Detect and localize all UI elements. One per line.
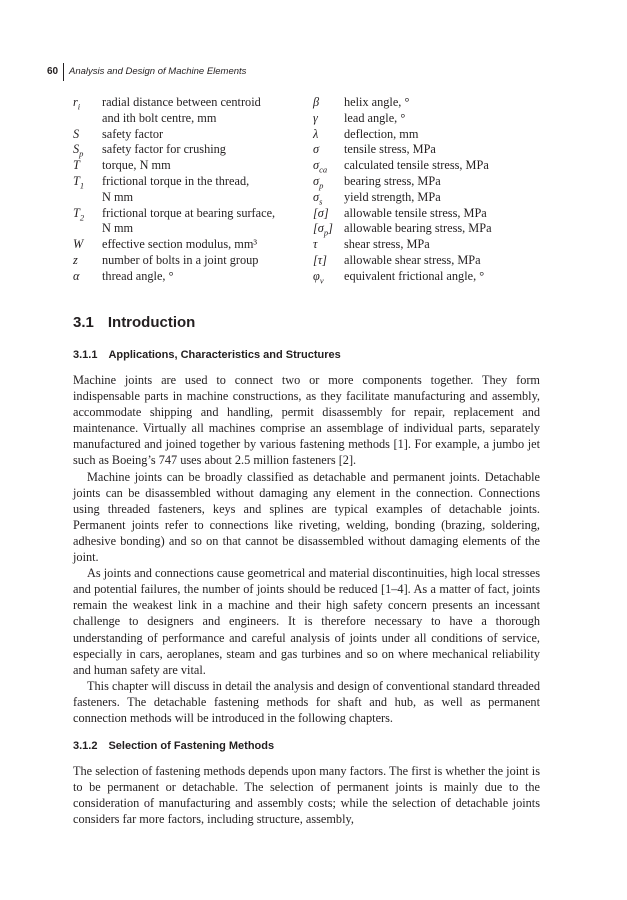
symbol-base: β <box>313 95 320 109</box>
nomenclature-symbol <box>313 269 339 289</box>
subsection-1-body <box>73 372 540 726</box>
symbol-base: γ <box>313 110 318 125</box>
section-heading <box>73 314 195 331</box>
nomenclature-row <box>73 95 313 127</box>
nomenclature-row <box>313 269 563 285</box>
nomenclature-symbol <box>313 142 339 158</box>
nomenclature-symbol <box>73 206 99 226</box>
symbol-base: λ <box>313 126 319 141</box>
nomenclature-description <box>344 253 563 269</box>
nomenclature-description <box>102 127 313 143</box>
symbol-base: z <box>73 252 78 267</box>
symbol-subscript: 1 <box>79 180 85 191</box>
nomenclature-right-column <box>313 95 563 285</box>
description-line: lead angle, ° <box>344 110 406 125</box>
nomenclature-row <box>73 158 313 174</box>
nomenclature-row <box>313 127 563 143</box>
symbol-base: S <box>73 126 80 141</box>
nomenclature-row <box>73 206 313 238</box>
nomenclature-row <box>313 206 563 222</box>
subsection-number: 3.1.1 <box>73 349 98 361</box>
subsection-heading-1 <box>73 349 341 361</box>
nomenclature-description <box>102 269 313 285</box>
symbol-base: T <box>73 205 80 220</box>
description-line: safety factor <box>102 126 164 141</box>
symbol-base: φ <box>313 268 320 283</box>
paragraph: The selection of fastening methods depends upon many factors. The first is whether the joint is to be permanent or detachable. The selection of permanent joints is mainly due to the consideration of manufacturing and assembly costs; while the selection of detachable joints considers far more factors, including structure, assembly, <box>73 764 540 827</box>
description-line: bearing stress, MPa <box>344 173 441 188</box>
description-line: allowable bearing stress, MPa <box>344 221 492 236</box>
symbol-base: W <box>73 237 84 252</box>
description-line: radial distance between centroid <box>102 95 261 109</box>
subsection-title: Applications, Characteristics and Structures <box>108 349 341 361</box>
nomenclature-symbol <box>73 158 99 174</box>
nomenclature-row <box>73 174 313 206</box>
nomenclature-row <box>313 142 563 158</box>
description-line: frictional torque in the thread, <box>102 173 250 188</box>
nomenclature-symbol <box>73 127 99 143</box>
symbol-subscript: i <box>77 101 81 112</box>
symbol-base: T <box>73 173 80 188</box>
description-line: thread angle, ° <box>102 268 174 283</box>
description-line: number of bolts in a joint group <box>102 252 259 267</box>
symbol-subscript: p <box>319 180 324 191</box>
symbol-subscript: 2 <box>79 212 85 223</box>
nomenclature-row <box>313 158 563 174</box>
symbol-base: τ <box>313 237 318 252</box>
running-header <box>0 64 627 84</box>
description-line: allowable tensile stress, MPa <box>344 205 487 220</box>
description-line: shear stress, MPa <box>344 237 430 252</box>
nomenclature-symbol <box>73 174 99 194</box>
symbol-base: [τ] <box>313 252 327 267</box>
nomenclature-symbol <box>313 206 339 222</box>
symbol-subscript: v <box>319 275 324 286</box>
description-line: safety factor for crushing <box>102 142 226 157</box>
nomenclature-description <box>344 269 563 285</box>
nomenclature-description <box>344 142 563 158</box>
section-title: Introduction <box>107 314 196 331</box>
nomenclature-symbol <box>313 111 339 127</box>
nomenclature-symbol <box>73 253 99 269</box>
description-line: frictional torque at bearing surface, <box>102 205 276 220</box>
running-title: Analysis and Design of Machine Elements <box>69 66 247 77</box>
description-line: N mm <box>102 189 134 204</box>
nomenclature-row <box>73 142 313 158</box>
symbol-base: σ <box>313 158 320 173</box>
paragraph: As joints and connections cause geometrical and material discontinuities, high local stresses and potential failures, the number of joints should be reduced [1–4]. As a matter of fact, joints remain the weakest link in a machine and their high safety concern presents an incessant challenge to designers and engineers. It is therefore necessary to have a thorough understanding of performance and careful analysis of joints under all conditions of service, especially in cars, aeroplanes, steam and gas turbines and so on where mechanical reliability and human safety are vital. <box>73 566 540 677</box>
nomenclature-description <box>344 221 563 237</box>
nomenclature-symbol <box>73 269 99 285</box>
description-line: deflection, mm <box>344 126 419 141</box>
subsection-title: Selection of Fastening Methods <box>108 740 275 752</box>
nomenclature-description <box>344 237 563 253</box>
symbol-base: r <box>73 95 78 109</box>
nomenclature-symbol <box>313 95 339 111</box>
nomenclature-description <box>102 174 313 206</box>
nomenclature-description <box>344 190 563 206</box>
nomenclature-symbol <box>313 127 339 143</box>
description-line: calculated tensile stress, MPa <box>344 158 489 173</box>
symbol-subscript: s <box>319 196 323 207</box>
description-line: helix angle, ° <box>344 95 410 109</box>
nomenclature-row <box>73 237 313 253</box>
nomenclature-row <box>73 269 313 285</box>
description-line: allowable shear stress, MPa <box>344 252 481 267</box>
symbol-base: [σ] <box>313 205 329 220</box>
nomenclature-description <box>344 127 563 143</box>
symbol-close-bracket: ] <box>328 221 333 236</box>
nomenclature-description <box>102 253 313 269</box>
nomenclature-row <box>73 253 313 269</box>
nomenclature-row <box>313 190 563 206</box>
nomenclature-symbol <box>73 237 99 253</box>
description-line: and ith bolt centre, mm <box>102 110 217 125</box>
nomenclature-description <box>344 174 563 190</box>
paragraph: Machine joints can be broadly classified as detachable and permanent joints. Detachable joints can be disassembled without damaging any element in the connection. Connections using threaded fasteners, keys and splines are typical examples of detachable joints. Permanent joints refer to connections like riveting, welding, bonding (brazing, soldering, adhesive bonding) and so on that cannot be disassembled without damaging elements of the joint. <box>73 469 540 565</box>
symbol-subscript: p <box>323 227 329 238</box>
description-line: torque, N mm <box>102 158 171 173</box>
description-line: yield strength, MPa <box>344 189 441 204</box>
subsection-heading-2 <box>73 740 274 752</box>
nomenclature-symbol <box>313 253 339 269</box>
nomenclature-row <box>313 174 563 190</box>
paragraph: Machine joints are used to connect two or more components together. They form indispensable parts in machine constructions, as they facilitate manufacturing and assembly, accommodate shipping and handling, permit disassembly for repair, replacement and maintenance. Virtually all machines comprise an assemblage of individual parts, separately manufactured and joined together by various fastening methods [1]. For example, a jumbo jet such as Boeing’s 747 uses about 2.5 million fasteners [2]. <box>73 373 540 468</box>
nomenclature-description <box>344 158 563 174</box>
header-divider <box>63 63 64 81</box>
nomenclature-row <box>313 111 563 127</box>
symbol-base: [σ <box>313 221 324 236</box>
nomenclature-description <box>344 111 563 127</box>
subsection-2-body <box>73 763 540 827</box>
symbol-base: σ <box>313 173 320 188</box>
nomenclature-description <box>102 142 313 158</box>
nomenclature-row <box>313 253 563 269</box>
nomenclature-row <box>73 127 313 143</box>
description-line: N mm <box>102 221 134 236</box>
page-number: 60 <box>47 66 59 77</box>
nomenclature-symbol <box>73 95 99 115</box>
nomenclature-row <box>313 237 563 253</box>
nomenclature-row <box>313 221 563 237</box>
nomenclature-symbol <box>313 237 339 253</box>
subsection-number: 3.1.2 <box>73 740 98 752</box>
description-line: effective section modulus, mm³ <box>102 237 258 252</box>
symbol-base: α <box>73 268 80 283</box>
symbol-base: T <box>73 158 80 173</box>
nomenclature-description <box>102 95 313 127</box>
symbol-base: σ <box>313 189 320 204</box>
symbol-subscript: p <box>79 148 84 159</box>
nomenclature-left-column <box>73 95 313 285</box>
nomenclature-row <box>313 95 563 111</box>
description-line: equivalent frictional angle, ° <box>344 268 485 283</box>
description-line: tensile stress, MPa <box>344 142 436 157</box>
nomenclature-description <box>102 158 313 174</box>
nomenclature-description <box>344 95 563 111</box>
nomenclature-description <box>102 206 313 238</box>
symbol-base: σ <box>313 142 320 157</box>
paragraph: This chapter will discuss in detail the analysis and design of conventional standard threaded fasteners. The detachable fastening methods for shaft and hub, as well as permanent connection methods will be introduced in the following chapters. <box>73 678 540 725</box>
symbol-subscript: ca <box>319 164 328 175</box>
symbol-base: S <box>73 142 80 157</box>
nomenclature-description <box>102 237 313 253</box>
nomenclature-description <box>344 206 563 222</box>
section-number: 3.1 <box>73 314 94 331</box>
